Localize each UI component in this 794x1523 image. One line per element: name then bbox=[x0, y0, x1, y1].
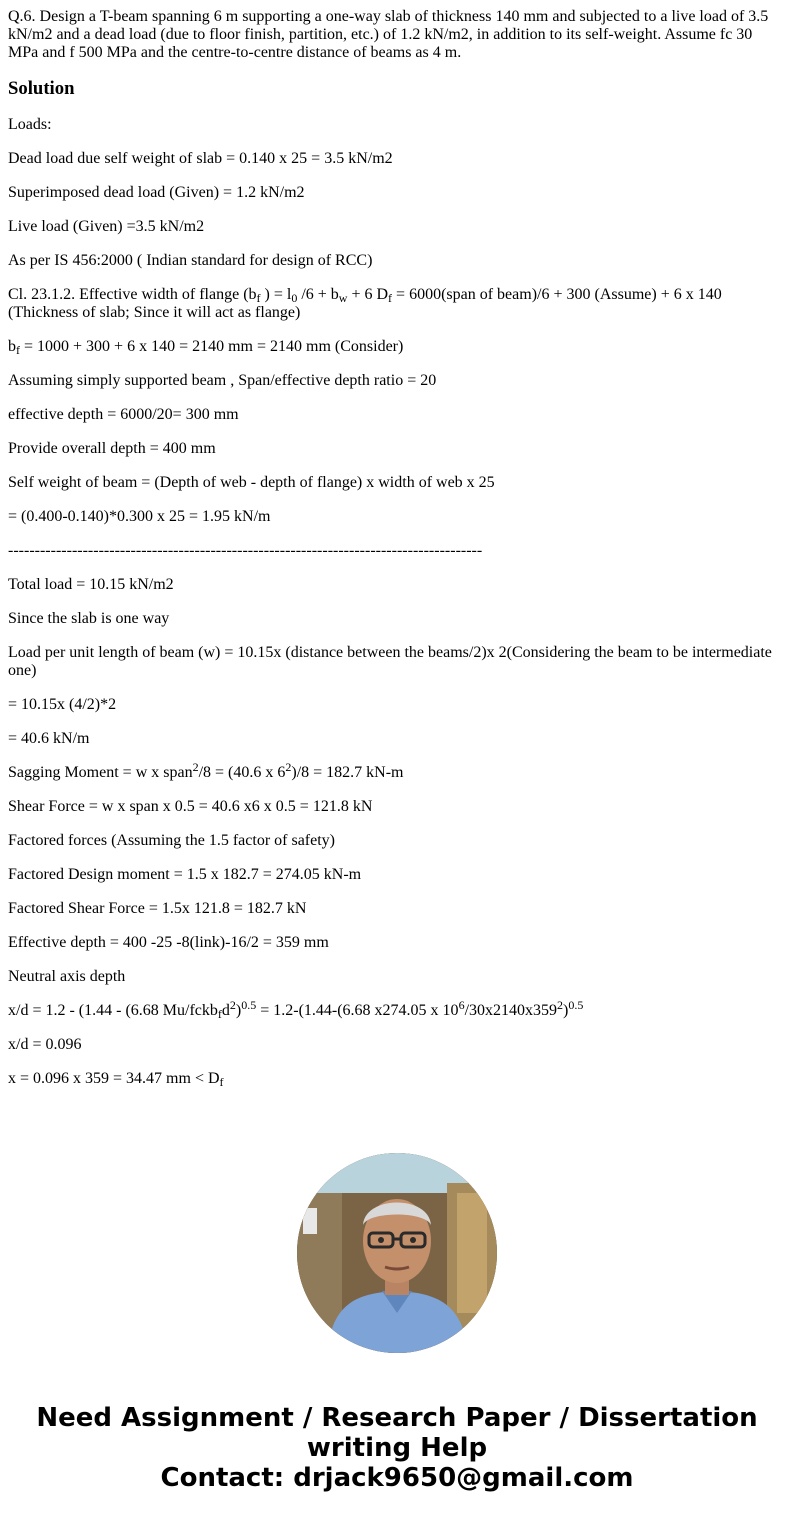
footer-line-2: writing Help bbox=[306, 1433, 488, 1463]
promo-footer bbox=[0, 1403, 794, 1493]
xd-formula-line: x/d = 1.2 - (1.44 - (6.68 $Mu/fckb_fd^2)^{0.5} = 1.2-(1.44-(6.68$ x274.05 x $10^6/30x2140x359^2)^{0.5}$ bbox=[8, 998, 584, 1021]
one-way-line: Since the slab is one way bbox=[8, 610, 170, 627]
dead-load-line: Dead load due self weight of slab = 0.140 x 25 = 3.5 kN/m2 bbox=[8, 150, 393, 167]
question-text: Q.6. Design a T-beam spanning 6 m supporting a one-way slab of thickness 140 mm and subjected to a live load of 3.5 kN/m2 and a dead load (due to floor finish, partition, etc.) of 1.2 kN/m2, in addition to its self-weight. Assume fc 30 MPa and f 500 MPa and the centre-to-centre distance of beams as 4 m. bbox=[8, 8, 769, 61]
factored-moment-line: Factored Design moment = 1.5 x 182.7 = 274.05 kN-m bbox=[8, 866, 362, 883]
flange-width-value: $b_f = 1000 + 300 + 6$ x 140 = 2140 mm = 2140 mm (Consider) bbox=[8, 338, 404, 357]
span-ratio-line: Assuming simply supported beam , Span/effective depth ratio = 20 bbox=[8, 372, 437, 389]
load-calc-line-2: = 40.6 kN/m bbox=[8, 730, 90, 747]
document-body bbox=[8, 8, 784, 1104]
author-avatar bbox=[297, 1153, 497, 1353]
shear-force-line: Shear Force = w x span x 0.5 = 40.6 x6 x 0.5 = 121.8 kN bbox=[8, 798, 373, 815]
flange-width-clause: Cl. 23.1.2. Effective width of flange ($b_f$ ) = $l_0$ $/6 + b_w + 6$ $D_f$ = 6000(span of beam)/6 + 300 (Assume) + 6 x 140 (Thickness of slab; Since it will act as flange) bbox=[8, 286, 722, 321]
load-calc-line-1: = 10.15x (4/2)*2 bbox=[8, 696, 117, 713]
total-load-line: Total load = 10.15 kN/m2 bbox=[8, 576, 174, 593]
loads-line: Loads: bbox=[8, 116, 52, 133]
xd-value-line: x/d = 0.096 bbox=[8, 1036, 82, 1053]
superimposed-load-line: Superimposed dead load (Given) = 1.2 kN/m2 bbox=[8, 184, 305, 201]
person-portrait-icon bbox=[297, 1153, 497, 1353]
divider-line: ----------------------------------------------------------------------------------------- bbox=[8, 542, 483, 559]
sagging-moment-line: Sagging Moment = w x span$^2$/8 = (40.6 x $6^2)/8 = 182.7$ kN-m bbox=[8, 760, 404, 781]
x-value-line: x = 0.096 x 359 = 34.47 mm < $D_f$ bbox=[8, 1070, 224, 1089]
live-load-line: Live load (Given) =3.5 kN/m2 bbox=[8, 218, 205, 235]
overall-depth-line: Provide overall depth = 400 mm bbox=[8, 440, 216, 457]
effective-depth-line: effective depth = 6000/20= 300 mm bbox=[8, 406, 239, 423]
footer-line-1: Need Assignment / Research Paper / Dissertation bbox=[36, 1403, 758, 1433]
factored-shear-line: Factored Shear Force = 1.5x 121.8 = 182.7 kN bbox=[8, 900, 307, 917]
factored-forces-line: Factored forces (Assuming the 1.5 factor of safety) bbox=[8, 832, 335, 849]
self-weight-value: = (0.400-0.140)*0.300 x 25 = 1.95 kN/m bbox=[8, 508, 271, 525]
footer-contact: Contact: drjack9650@gmail.com bbox=[160, 1463, 634, 1493]
neutral-axis-line: Neutral axis depth bbox=[8, 968, 126, 985]
self-weight-line: Self weight of beam = (Depth of web - depth of flange) x width of web x 25 bbox=[8, 474, 495, 491]
load-per-length-line: Load per unit length of beam (w) = 10.15x (distance between the beams/2)x 2(Considering the beam to be intermediate one) bbox=[8, 644, 772, 679]
effective-depth-line-2: Effective depth = 400 -25 -8(link)-16/2 = 359 mm bbox=[8, 934, 329, 951]
standard-reference-line: As per IS 456:2000 ( Indian standard for design of RCC) bbox=[8, 252, 373, 269]
solution-heading: Solution bbox=[8, 78, 75, 99]
